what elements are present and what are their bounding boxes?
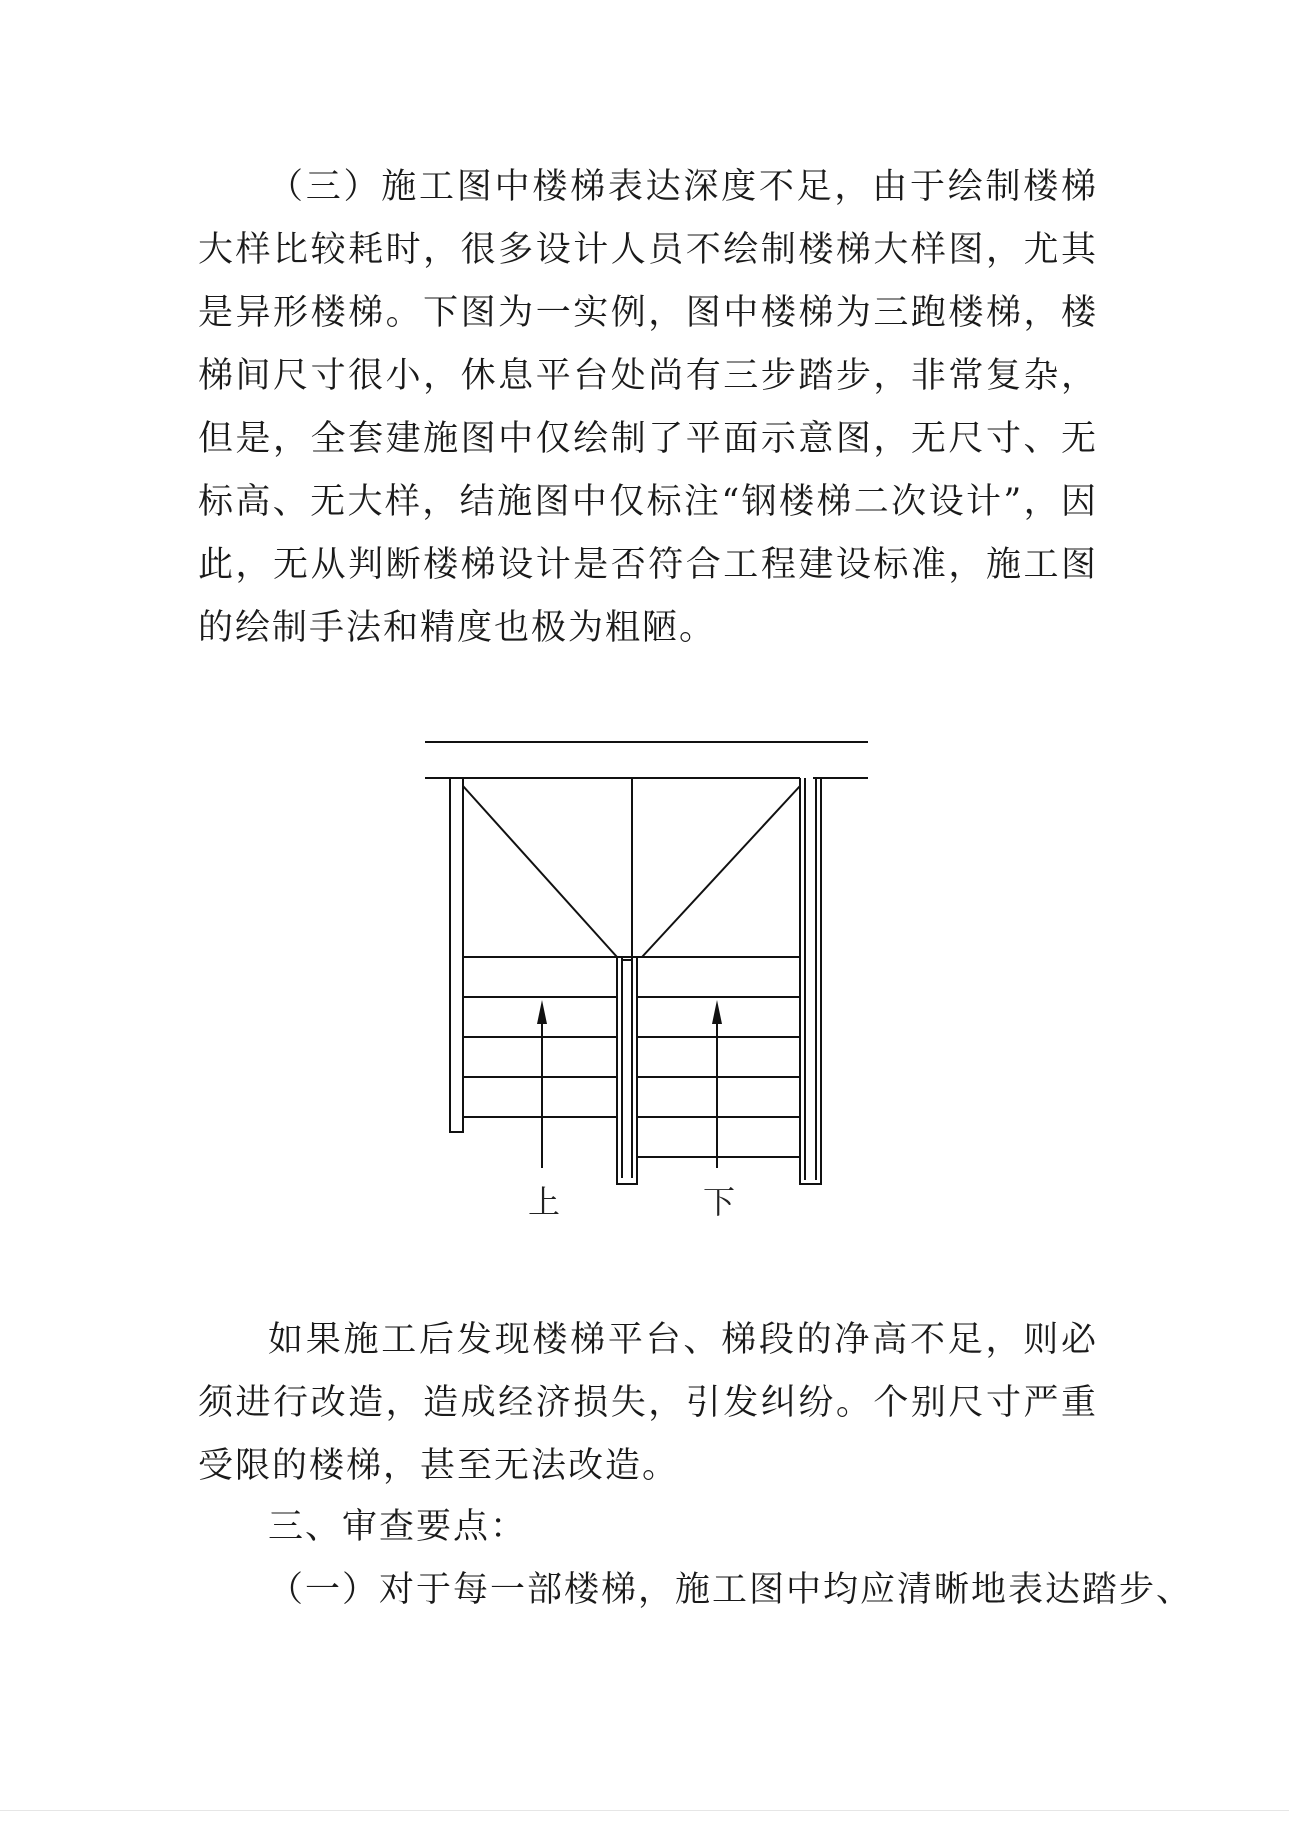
arrow-down-head: [712, 1000, 722, 1024]
label-down: 下: [703, 1183, 736, 1221]
section-heading-review-points: 三、审查要点：: [268, 1507, 528, 1547]
paragraph-review-point-1: （一）对于每一部楼梯，施工图中均应清晰地表达踏步、: [268, 1570, 1194, 1610]
arrow-up-head: [537, 1000, 547, 1024]
center-spine: [617, 957, 637, 1184]
paragraph-rework-consequence: 如果施工后发现楼梯平台、梯段的净高不足，则必须进行改造，造成经济损失，引发纠纷。个别尺寸严重受限的楼梯，甚至无法改造。: [198, 1320, 1098, 1486]
paragraph-stair-detail-issue: （三）施工图中楼梯表达深度不足，由于绘制楼梯大样比较耗时，很多设计人员不绘制楼梯大样图，尤其是异形楼梯。下图为一实例，图中楼梯为三跑楼梯，楼梯间尺寸很小，休息平台处尚有三步踏步，非常复杂，但是，全套建施图中仅绘制了平面示意图，无尺寸、无标高、无大样，结施图中仅标注“钢楼梯二次设计”，因此，无从判断楼梯设计是否符合工程建设标准，施工图的绘制手法和精度也极为粗陋。: [198, 167, 1098, 648]
winder-diagonal-left: [463, 786, 617, 957]
left-wall: [450, 778, 463, 1132]
winder-diagonal-right: [642, 786, 800, 957]
page-bottom-edge: [0, 1810, 1289, 1811]
right-wall: [800, 778, 821, 1184]
label-up: 上: [528, 1183, 561, 1221]
